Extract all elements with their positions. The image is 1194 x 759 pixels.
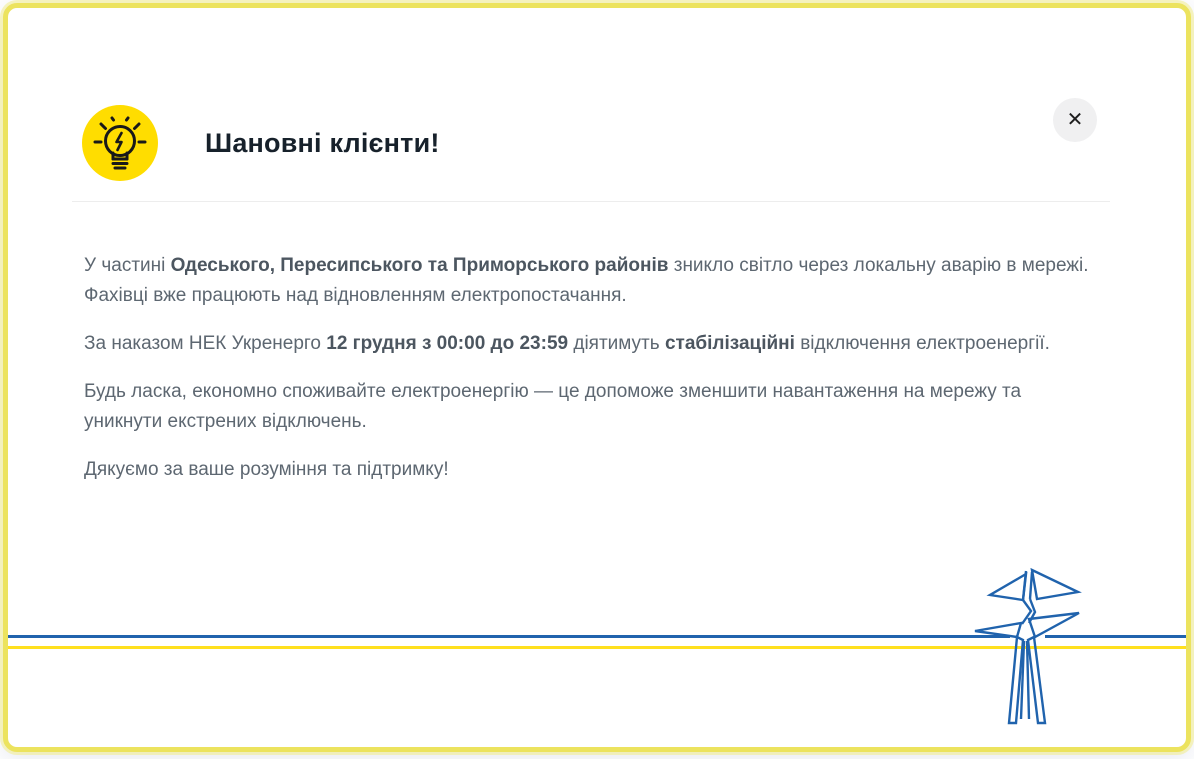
close-icon: ✕ — [1066, 109, 1084, 131]
modal-header — [82, 105, 1186, 181]
notice-body — [8, 202, 1186, 485]
notice-text: діятимуть — [568, 333, 665, 354]
notice-paragraph — [84, 329, 1094, 359]
blue-line-left — [8, 635, 1010, 638]
lightbulb-icon — [82, 105, 158, 181]
close-button[interactable] — [1053, 98, 1097, 142]
notice-text-bold: стабілізаційні — [664, 333, 795, 354]
modal-title: Шановні клієнти! — [205, 127, 440, 158]
notice-text: Будь ласка, економно споживайте електроенергію — це допоможе зменшити навантаження на мережу та уникнути екстрених відключень. — [84, 381, 1022, 432]
power-pylon-illustration — [966, 567, 1086, 732]
notice-text: відключення електроенергії. — [794, 333, 1050, 354]
notice-text-bold: 12 грудня з 00:00 до 23:59 — [326, 333, 569, 354]
notice-paragraph — [84, 251, 1094, 311]
announcement-modal — [3, 3, 1191, 752]
notice-text: У частині — [84, 255, 171, 276]
notice-paragraph — [84, 455, 1094, 485]
notice-text: За наказом НЕК Укренерго — [84, 333, 327, 354]
notice-text-bold: Одеського, Пересипського та Приморського районів — [170, 255, 669, 276]
notice-text: Дякуємо за ваше розуміння та підтримку! — [84, 459, 449, 480]
notice-text: зникло світло через локальну аварію в мережі. Фахівці вже працюють над відновленням електропостачання. — [84, 255, 1089, 306]
notice-paragraph — [84, 377, 1094, 437]
